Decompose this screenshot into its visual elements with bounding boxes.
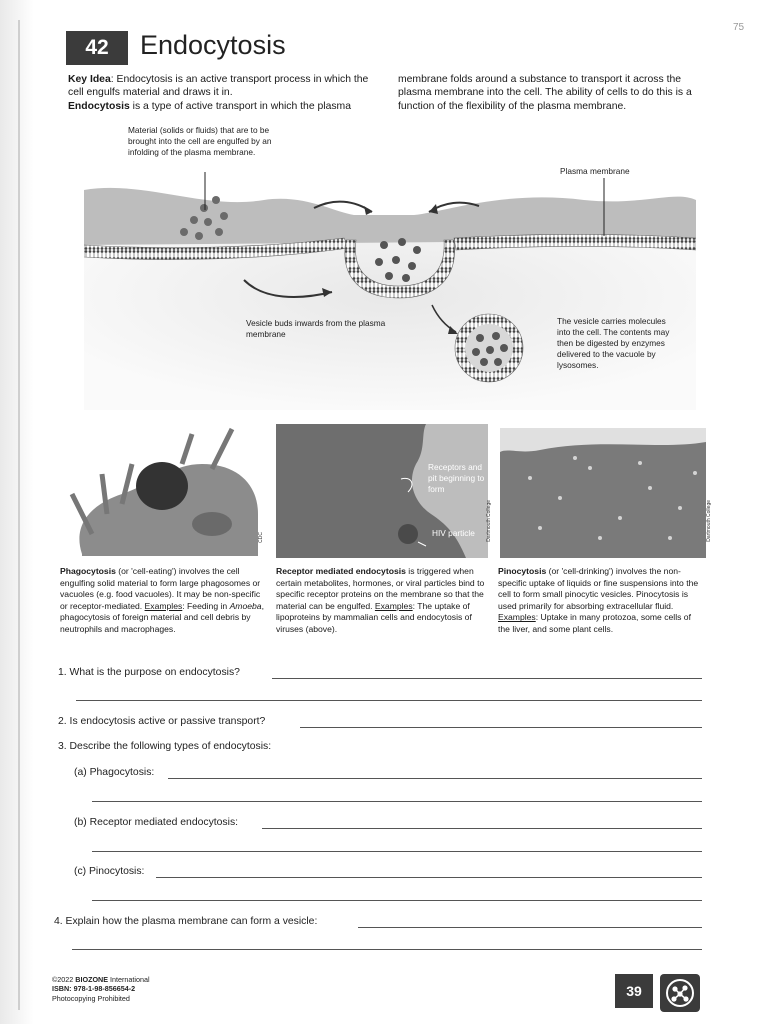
label-vesicle-buds: Vesicle buds inwards from the plasma membrane (246, 318, 386, 339)
question-3a: (a) Phagocytosis: (74, 767, 155, 778)
answer-line-1a[interactable] (272, 678, 702, 679)
label-receptors: Receptors and pit beginning to form (428, 462, 485, 494)
publisher-name: BIOZONE (75, 975, 109, 984)
answer-line-3b-2[interactable] (92, 851, 702, 852)
rme-term: Receptor mediated endocytosis (276, 566, 406, 576)
question-1: 1. What is the purpose on endocytosis? (58, 667, 240, 678)
phagocytosis-text: (or 'cell-eating') involves the cell engulfing solid material to form large phagosomes or vacuoles (e.g. food vacuoles). It may be non-specific or receptor-mediated. (60, 566, 261, 611)
footer-copyright (52, 975, 150, 1003)
photocopy-notice: Photocopying Prohibited (52, 993, 130, 1003)
pinocytosis-term: Pinocytosis (498, 566, 547, 576)
key-idea-label: Key Idea (68, 74, 111, 85)
cell-nucleus (192, 512, 232, 536)
key-idea-text: : Endocytosis is an active transport process in which the cell engulfs material and draws it in. (68, 74, 369, 99)
activity-number-badge: 42 (66, 31, 128, 65)
definition-text-left: is a type of active transport in which the plasma (129, 100, 351, 112)
answer-line-4a[interactable] (358, 927, 702, 928)
pinocytosis-examples-label: Examples (498, 612, 536, 623)
label-plasma-membrane: Plasma membrane (560, 166, 630, 176)
answer-line-3a-1[interactable] (168, 778, 702, 779)
question-3c: (c) Pinocytosis: (74, 866, 145, 877)
isbn-label: ISBN: (52, 984, 72, 994)
question-2: 2. Is endocytosis active or passive transport? (58, 716, 266, 727)
phagocytosis-examples-italic: Amoeba (229, 600, 262, 611)
molecule-icon (660, 974, 700, 1012)
answer-line-3c-2[interactable] (92, 900, 702, 901)
label-vesicle-carries: The vesicle carries molecules into the cell. The contents may then be digested by enzymes delivered to the vacuole by lysosomes. (557, 316, 670, 370)
answer-line-3b-1[interactable] (262, 828, 702, 829)
caption-pinocytosis (498, 566, 702, 636)
rme-examples-label: Examples (374, 600, 413, 611)
intro-right: membrane folds around a substance to transport it across the plasma membrane into the cell. The ability of cells to do this is a function of the flexibility of the plasma membrane. (398, 74, 692, 112)
credit-cdc: CDC (258, 532, 264, 543)
answer-line-2[interactable] (300, 727, 702, 728)
question-3b: (b) Receptor mediated endocytosis: (74, 817, 239, 828)
pinocytosis-text: (or 'cell-drinking') involves the non-specific uptake of liquids or fine suspensions into the cell to form small pinocytic vesicles. Pinocytosis is used primarily for absorbing extracellular fluid. (498, 566, 699, 611)
page-title: Endocytosis (140, 30, 286, 60)
intro-left (68, 73, 386, 113)
isbn-value: 978-1-98-856654-2 (71, 984, 136, 994)
question-3: 3. Describe the following types of endocytosis: (58, 741, 272, 752)
caption-receptor-mediated (276, 566, 486, 636)
phagocytosis-examples-a: : Feeding in (182, 600, 230, 611)
caption-phagocytosis (60, 566, 270, 636)
answer-line-1b[interactable] (76, 700, 702, 701)
answer-line-3c-1[interactable] (156, 877, 702, 878)
pinocytosis-photo (500, 428, 706, 558)
engulfed-particle (136, 462, 188, 510)
answer-line-3a-2[interactable] (92, 801, 702, 802)
page-number-badge: 39 (615, 974, 653, 1008)
publisher-suffix: International (108, 975, 150, 984)
endocytosis-diagram (84, 120, 696, 420)
question-4: 4. Explain how the plasma membrane can form a vesicle: (54, 916, 318, 927)
phagocytosis-term: Phagocytosis (60, 566, 116, 576)
copyright-year: ©2022 (52, 975, 76, 984)
rme-examples-text: : The uptake of lipoproteins by mammalian cells and endocytosis of viruses (above). (276, 600, 472, 634)
pinocytosis-examples-text: : Uptake in many protozoa, some cells of the liver, and some plant cells. (498, 612, 691, 634)
definition-term: Endocytosis (68, 100, 130, 112)
credit-dartmouth-2: Dartmouth College (706, 500, 712, 542)
credit-dartmouth-1: Dartmouth College (486, 500, 492, 542)
binding-line (18, 20, 20, 1010)
molecule-icon-graphic (665, 978, 695, 1008)
label-hiv: HIV particle (432, 528, 475, 538)
answer-line-4b[interactable] (72, 949, 702, 950)
rme-text: is triggered when certain metabolites, hormones, or viral particles bind to specific receptor proteins on the membrane so that the material can be engulfed. (276, 566, 485, 611)
phagocytosis-photo (62, 424, 258, 556)
top-page-number: 75 (733, 22, 745, 33)
label-material: Material (solids or fluids) that are to be brought into the cell are engulfed by an infolding of the plasma membrane. (128, 125, 272, 157)
hiv-particle (398, 524, 418, 544)
phagocytosis-examples-label: Examples (144, 600, 183, 611)
phagocytosis-examples-b: , phagocytosis of foreign material and cell debris by neutrophils and macrophages. (60, 600, 264, 634)
page-edge (0, 0, 34, 1024)
